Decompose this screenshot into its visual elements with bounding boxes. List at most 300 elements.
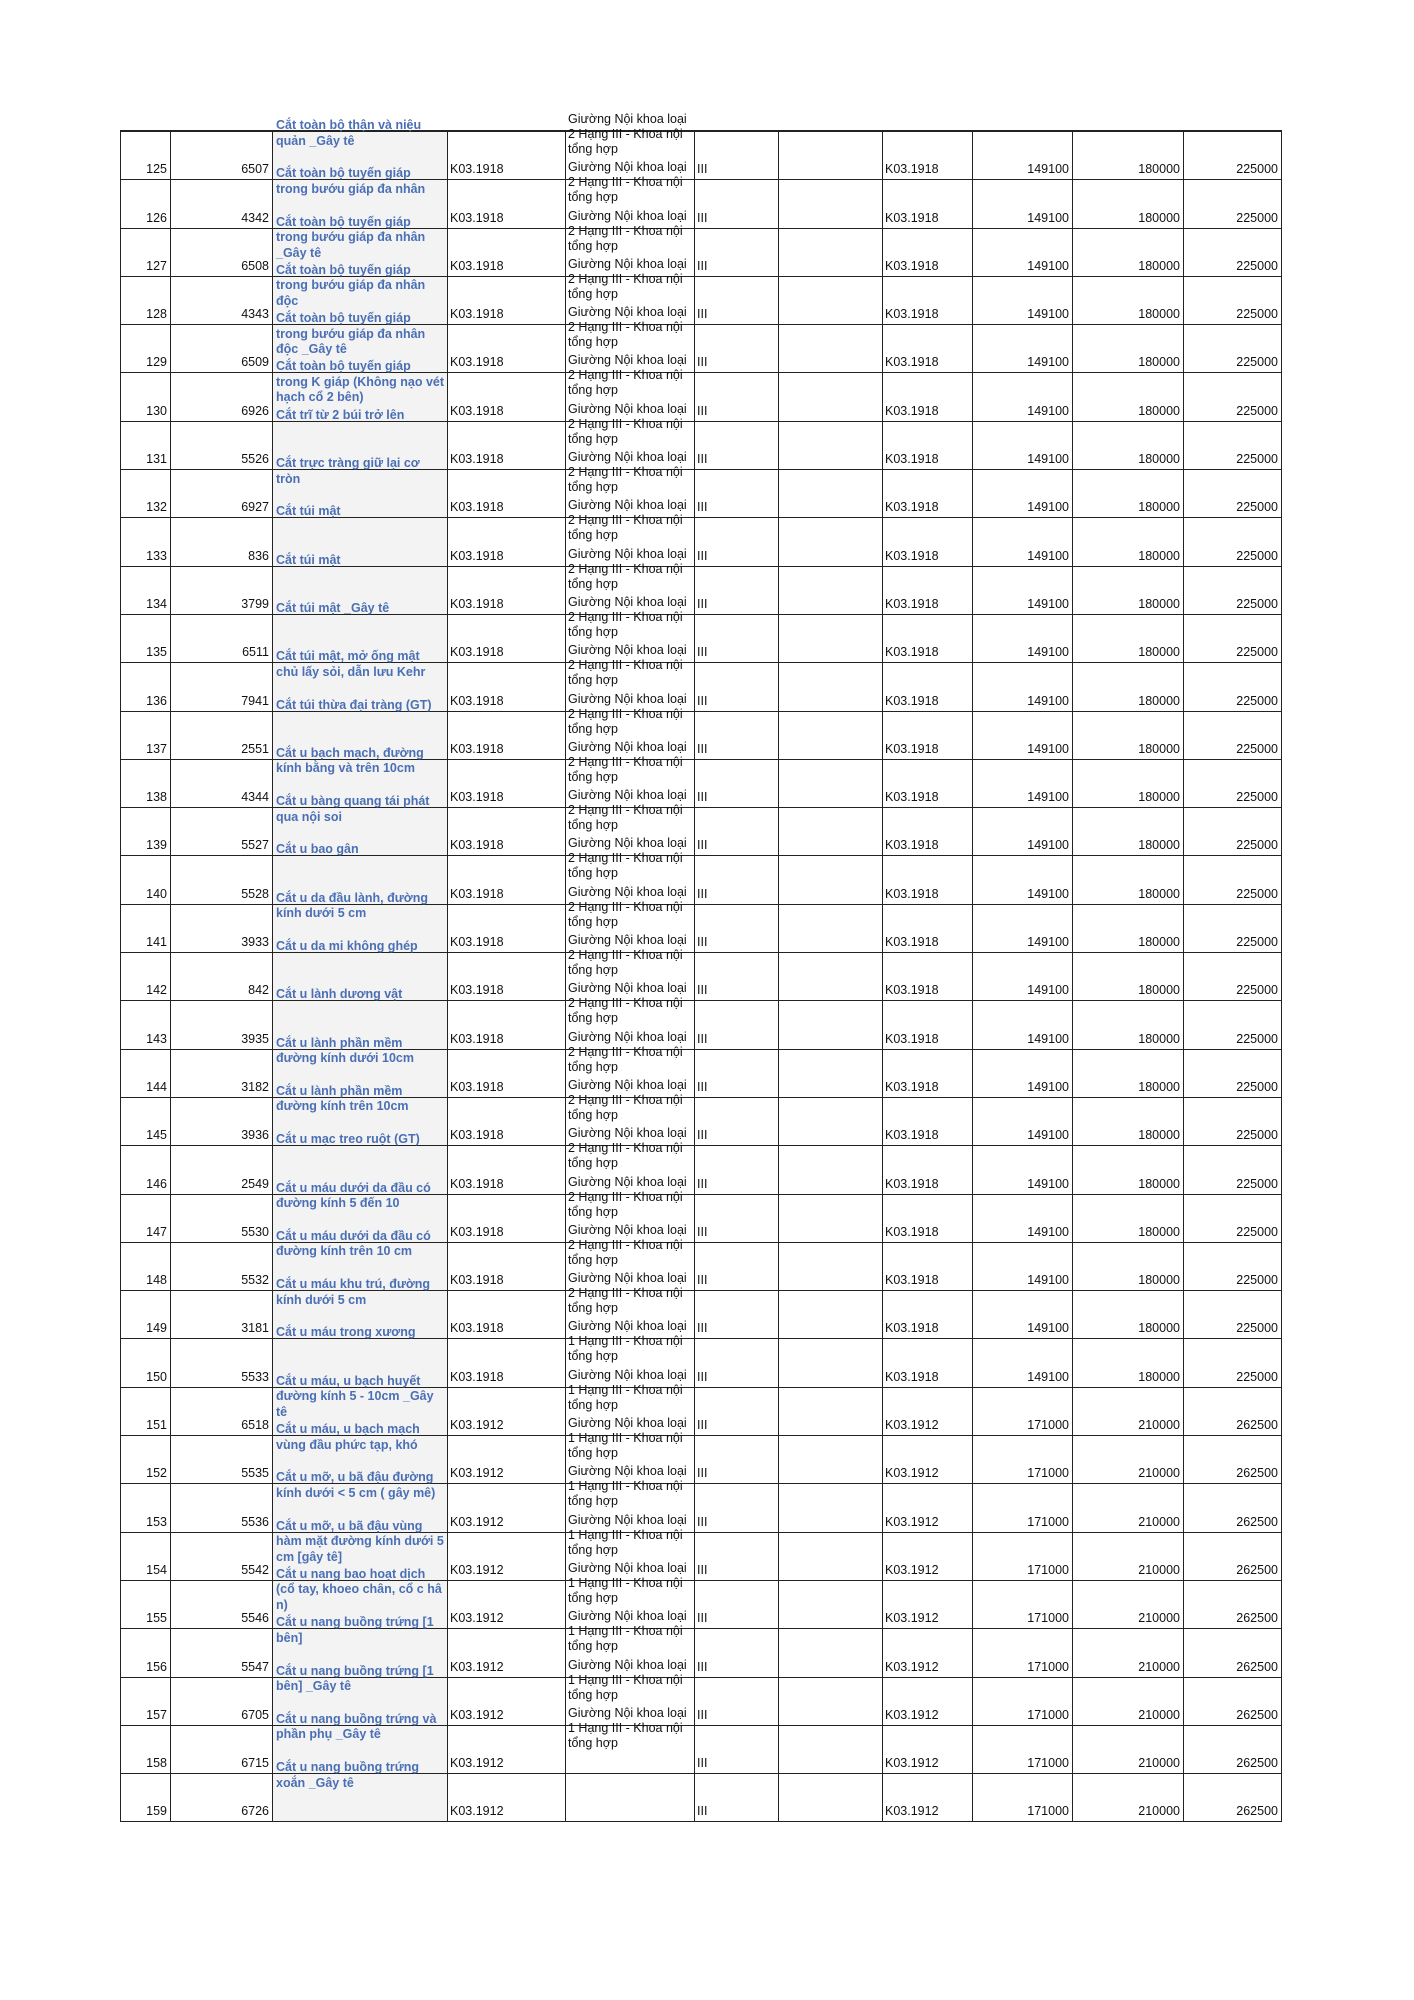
service-code: 6715 — [241, 1756, 269, 1771]
price-1: 149100 — [1027, 935, 1069, 950]
bed-code: K03.1912 — [450, 1418, 504, 1433]
hospital-level-cell — [695, 1001, 779, 1048]
price-2: 180000 — [1138, 983, 1180, 998]
empty-cell-cell — [779, 856, 883, 903]
bed-code-cell — [448, 567, 566, 614]
price-1: 149100 — [1027, 1128, 1069, 1143]
hospital-level-cell — [695, 1098, 779, 1145]
bed-code: K03.1918 — [450, 935, 504, 950]
empty-cell-cell — [779, 1339, 883, 1386]
service-code-cell — [171, 663, 273, 710]
price-1: 149100 — [1027, 1369, 1069, 1384]
row-number-cell — [121, 615, 171, 662]
service-code: 6507 — [241, 162, 269, 177]
service-code: 2549 — [241, 1176, 269, 1191]
empty-cell-cell — [779, 1533, 883, 1580]
service-name: Cắt u nang buồng trứng và phần phụ _Gây tê — [276, 1711, 437, 1742]
bed-code-cell — [448, 1726, 566, 1773]
bed-code-2: K03.1912 — [885, 1707, 939, 1722]
bed-name: Giường Nội khoa loại 2 Hạng III - Khoa nội tổng hợp — [568, 933, 687, 978]
price-1-cell — [973, 470, 1073, 517]
price-1: 149100 — [1027, 307, 1069, 322]
bed-code-2-cell — [883, 229, 973, 276]
service-code-cell — [171, 953, 273, 1000]
price-2: 180000 — [1138, 548, 1180, 563]
hospital-level: III — [697, 983, 708, 998]
price-3-cell — [1184, 180, 1281, 227]
price-2-cell — [1073, 953, 1184, 1000]
price-1-cell — [973, 1001, 1073, 1048]
price-2: 180000 — [1138, 1224, 1180, 1239]
service-name: Cắt u nang bao hoạt dịch (cổ tay, khoeo chân, cổ c hâ n) — [276, 1566, 442, 1612]
row-number: 144 — [146, 1079, 167, 1094]
price-3: 225000 — [1236, 1369, 1278, 1384]
service-name: Cắt túi mật — [276, 552, 341, 567]
price-2-cell — [1073, 1774, 1184, 1821]
price-2: 180000 — [1138, 210, 1180, 225]
price-1: 171000 — [1027, 1707, 1069, 1722]
price-2-cell — [1073, 905, 1184, 952]
price-1-cell — [973, 422, 1073, 469]
row-number: 137 — [146, 741, 167, 756]
hospital-level: III — [697, 1466, 708, 1481]
bed-code-2: K03.1918 — [885, 452, 939, 467]
service-code: 4343 — [241, 307, 269, 322]
empty-cell-cell — [779, 1001, 883, 1048]
service-name: Cắt u máu khu trú, đường kính dưới 5 cm — [276, 1277, 431, 1307]
bed-code-2-cell — [883, 373, 973, 420]
service-name: Cắt u máu dưới da đầu có đường kính trên 10 cm — [276, 1228, 431, 1259]
price-3: 262500 — [1236, 1659, 1278, 1674]
price-2-cell — [1073, 1098, 1184, 1145]
price-2: 180000 — [1138, 1128, 1180, 1143]
hospital-level: III — [697, 1369, 708, 1384]
bed-code-cell — [448, 373, 566, 420]
service-code: 7941 — [241, 693, 269, 708]
price-1: 149100 — [1027, 1079, 1069, 1094]
bed-code-2-cell — [883, 663, 973, 710]
hospital-level: III — [697, 403, 708, 418]
price-3: 225000 — [1236, 838, 1278, 853]
price-1: 149100 — [1027, 1031, 1069, 1046]
price-3: 225000 — [1236, 1079, 1278, 1094]
row-number: 147 — [146, 1224, 167, 1239]
price-3-cell — [1184, 132, 1281, 179]
row-number-cell — [121, 1243, 171, 1290]
bed-code-2-cell — [883, 1001, 973, 1048]
price-1: 149100 — [1027, 162, 1069, 177]
hospital-level-cell — [695, 808, 779, 855]
bed-name: Giường Nội khoa loại 2 Hạng III - Khoa nội tổng hợp — [568, 1222, 687, 1267]
empty-cell-cell — [779, 1774, 883, 1821]
row-number: 159 — [146, 1804, 167, 1819]
price-3: 225000 — [1236, 1176, 1278, 1191]
bed-code: K03.1912 — [450, 1466, 504, 1481]
bed-name: Giường Nội khoa loại 1 Hạng III - Khoa nội tổng hợp — [568, 1560, 687, 1605]
service-name: Cắt u da đầu lành, đường kính dưới 5 cm — [276, 890, 428, 921]
service-code-cell — [171, 229, 273, 276]
row-number-cell — [121, 180, 171, 227]
price-1: 149100 — [1027, 983, 1069, 998]
bed-code-cell — [448, 1146, 566, 1193]
price-3: 225000 — [1236, 210, 1278, 225]
empty-cell-cell — [779, 905, 883, 952]
price-1: 171000 — [1027, 1756, 1069, 1771]
bed-code: K03.1912 — [450, 1707, 504, 1722]
price-3-cell — [1184, 1195, 1281, 1242]
bed-code-2: K03.1918 — [885, 886, 939, 901]
hospital-level: III — [697, 1804, 708, 1819]
price-2: 180000 — [1138, 307, 1180, 322]
row-number-cell — [121, 808, 171, 855]
service-name: Cắt túi mật — [276, 504, 341, 519]
empty-cell-cell — [779, 1388, 883, 1435]
bed-code-2: K03.1918 — [885, 741, 939, 756]
empty-cell-cell — [779, 1243, 883, 1290]
price-1: 171000 — [1027, 1514, 1069, 1529]
price-2: 180000 — [1138, 1079, 1180, 1094]
price-3: 225000 — [1236, 1031, 1278, 1046]
price-3-cell — [1184, 1533, 1281, 1580]
hospital-level-cell — [695, 615, 779, 662]
price-2: 180000 — [1138, 693, 1180, 708]
price-3: 225000 — [1236, 693, 1278, 708]
price-3-cell — [1184, 277, 1281, 324]
service-code-cell — [171, 518, 273, 565]
row-number: 155 — [146, 1611, 167, 1626]
service-code: 3935 — [241, 1031, 269, 1046]
price-1: 149100 — [1027, 693, 1069, 708]
price-3: 262500 — [1236, 1514, 1278, 1529]
service-code-cell — [171, 1098, 273, 1145]
bed-code-cell — [448, 1001, 566, 1048]
price-3: 225000 — [1236, 1321, 1278, 1336]
bed-code-2-cell — [883, 1098, 973, 1145]
price-3-cell — [1184, 1726, 1281, 1773]
empty-cell-cell — [779, 567, 883, 614]
empty-cell-cell — [779, 229, 883, 276]
hospital-level-cell — [695, 1195, 779, 1242]
bed-code-2-cell — [883, 760, 973, 807]
service-name: Cắt u mỡ, u bã đậu vùng hàm mặt đường kính dưới 5 cm [gây tê] — [276, 1518, 444, 1564]
service-code: 5533 — [241, 1369, 269, 1384]
bed-name: Giường Nội khoa loại 2 Hạng III - Khoa nội tổng hợp — [568, 788, 687, 833]
price-2: 180000 — [1138, 1176, 1180, 1191]
service-code-cell — [171, 567, 273, 614]
bed-code: K03.1918 — [450, 307, 504, 322]
service-code-cell — [171, 1195, 273, 1242]
price-2-cell — [1073, 422, 1184, 469]
row-number: 145 — [146, 1128, 167, 1143]
row-number: 134 — [146, 596, 167, 611]
price-2: 180000 — [1138, 162, 1180, 177]
row-number-cell — [121, 373, 171, 420]
price-1-cell — [973, 1243, 1073, 1290]
price-2: 210000 — [1138, 1707, 1180, 1722]
bed-code-2-cell — [883, 567, 973, 614]
hospital-level-cell — [695, 132, 779, 179]
bed-name: Giường Nội khoa loại 2 Hạng III - Khoa nội tổng hợp — [568, 1271, 687, 1316]
price-3-cell — [1184, 663, 1281, 710]
price-2: 210000 — [1138, 1659, 1180, 1674]
bed-code-cell — [448, 856, 566, 903]
price-2: 180000 — [1138, 1321, 1180, 1336]
hospital-level: III — [697, 596, 708, 611]
service-code: 6726 — [241, 1804, 269, 1819]
hospital-level-cell — [695, 1050, 779, 1097]
bed-name: Giường Nội khoa loại 1 Hạng III - Khoa nội tổng hợp — [568, 1657, 687, 1702]
hospital-level-cell — [695, 1484, 779, 1531]
bed-name: Giường Nội khoa loại 2 Hạng III - Khoa nội tổng hợp — [568, 498, 687, 543]
price-3: 262500 — [1236, 1562, 1278, 1577]
price-2-cell — [1073, 1581, 1184, 1628]
price-3: 225000 — [1236, 548, 1278, 563]
price-2-cell — [1073, 1146, 1184, 1193]
hospital-level-cell — [695, 277, 779, 324]
bed-code-cell — [448, 663, 566, 710]
price-3-cell — [1184, 518, 1281, 565]
price-1: 149100 — [1027, 1273, 1069, 1288]
service-code: 5528 — [241, 886, 269, 901]
hospital-level: III — [697, 1756, 708, 1771]
bed-code-2-cell — [883, 856, 973, 903]
bed-code: K03.1912 — [450, 1611, 504, 1626]
bed-code-cell — [448, 1774, 566, 1821]
price-2-cell — [1073, 760, 1184, 807]
row-number-cell — [121, 1146, 171, 1193]
hospital-level: III — [697, 452, 708, 467]
price-1: 149100 — [1027, 1321, 1069, 1336]
bed-code-cell — [448, 229, 566, 276]
service-name: Cắt túi thừa đại tràng (GT) — [276, 697, 432, 712]
row-number: 149 — [146, 1321, 167, 1336]
row-number-cell — [121, 1774, 171, 1821]
price-3-cell — [1184, 856, 1281, 903]
hospital-level-cell — [695, 1581, 779, 1628]
bed-code-2: K03.1918 — [885, 1321, 939, 1336]
service-name: Cắt u lành phần mềm đường kính trên 10cm — [276, 1083, 409, 1114]
price-3-cell — [1184, 229, 1281, 276]
row-number: 128 — [146, 307, 167, 322]
bed-code-2-cell — [883, 422, 973, 469]
row-number-cell — [121, 229, 171, 276]
price-2-cell — [1073, 229, 1184, 276]
bed-name: Giường Nội khoa loại 2 Hạng III - Khoa nội tổng hợp — [568, 160, 687, 205]
row-number-cell — [121, 1291, 171, 1338]
service-name: Cắt u máu, u bạch mạch vùng đầu phức tạp, khó — [276, 1422, 420, 1452]
bed-code-2: K03.1918 — [885, 596, 939, 611]
hospital-level: III — [697, 1659, 708, 1674]
price-3-cell — [1184, 1050, 1281, 1097]
price-2-cell — [1073, 518, 1184, 565]
bed-code-2: K03.1918 — [885, 693, 939, 708]
bed-code-2-cell — [883, 1533, 973, 1580]
row-number: 151 — [146, 1418, 167, 1433]
row-number-cell — [121, 856, 171, 903]
service-code-cell — [171, 1001, 273, 1048]
price-2: 210000 — [1138, 1611, 1180, 1626]
price-2-cell — [1073, 325, 1184, 372]
hospital-level-cell — [695, 1436, 779, 1483]
row-number-cell — [121, 1388, 171, 1435]
row-number-cell — [121, 132, 171, 179]
hospital-level-cell — [695, 1629, 779, 1676]
hospital-level: III — [697, 838, 708, 853]
price-3: 225000 — [1236, 1273, 1278, 1288]
price-1: 149100 — [1027, 210, 1069, 225]
bed-name: Giường Nội khoa loại 2 Hạng III - Khoa nội tổng hợp — [568, 305, 687, 350]
service-name: Cắt u bàng quang tái phát qua nội soi — [276, 794, 430, 824]
price-3: 225000 — [1236, 307, 1278, 322]
price-2-cell — [1073, 1339, 1184, 1386]
price-2-cell — [1073, 470, 1184, 517]
price-3: 225000 — [1236, 258, 1278, 273]
bed-code-2: K03.1918 — [885, 548, 939, 563]
bed-name: Giường Nội khoa loại 2 Hạng III - Khoa nội tổng hợp — [568, 208, 687, 253]
price-1: 149100 — [1027, 596, 1069, 611]
hospital-level: III — [697, 1418, 708, 1433]
service-code: 6508 — [241, 258, 269, 273]
bed-code-2: K03.1918 — [885, 1176, 939, 1191]
hospital-level: III — [697, 1079, 708, 1094]
service-name-cell — [273, 1760, 448, 1821]
row-number: 141 — [146, 935, 167, 950]
bed-code-cell — [448, 277, 566, 324]
price-2: 180000 — [1138, 935, 1180, 950]
price-2-cell — [1073, 1001, 1184, 1048]
bed-code-2-cell — [883, 180, 973, 227]
price-2-cell — [1073, 1291, 1184, 1338]
row-number: 148 — [146, 1273, 167, 1288]
service-code: 3182 — [241, 1079, 269, 1094]
hospital-level-cell — [695, 422, 779, 469]
bed-name: Giường Nội khoa loại 2 Hạng III - Khoa nội tổng hợp — [568, 691, 687, 736]
row-number: 150 — [146, 1369, 167, 1384]
hospital-level: III — [697, 1176, 708, 1191]
hospital-level: III — [697, 790, 708, 805]
price-2: 180000 — [1138, 645, 1180, 660]
bed-code-2-cell — [883, 1678, 973, 1725]
row-number: 157 — [146, 1707, 167, 1722]
bed-code-2-cell — [883, 953, 973, 1000]
price-3-cell — [1184, 1581, 1281, 1628]
price-2-cell — [1073, 1484, 1184, 1531]
bed-name: Giường Nội khoa loại 2 Hạng III - Khoa nội tổng hợp — [568, 1126, 687, 1171]
empty-cell-cell — [779, 1629, 883, 1676]
bed-name: Giường Nội khoa loại 2 Hạng III - Khoa nội tổng hợp — [568, 1077, 687, 1122]
bed-name: Giường Nội khoa loại 2 Hạng III - Khoa nội tổng hợp — [568, 643, 687, 688]
hospital-level-cell — [695, 1726, 779, 1773]
row-number: 153 — [146, 1514, 167, 1529]
hospital-level-cell — [695, 905, 779, 952]
price-3: 262500 — [1236, 1804, 1278, 1819]
row-number: 152 — [146, 1466, 167, 1481]
hospital-level-cell — [695, 470, 779, 517]
hospital-level-cell — [695, 1533, 779, 1580]
hospital-level-cell — [695, 518, 779, 565]
service-code: 6705 — [241, 1707, 269, 1722]
price-2: 180000 — [1138, 403, 1180, 418]
row-number-cell — [121, 1339, 171, 1386]
price-1-cell — [973, 1050, 1073, 1097]
price-1-cell — [973, 229, 1073, 276]
price-1-cell — [973, 1339, 1073, 1386]
price-2-cell — [1073, 1195, 1184, 1242]
service-code-cell — [171, 1436, 273, 1483]
price-3-cell — [1184, 325, 1281, 372]
price-3-cell — [1184, 1678, 1281, 1725]
hospital-level: III — [697, 162, 708, 177]
bed-code-cell — [448, 953, 566, 1000]
service-code: 842 — [248, 983, 269, 998]
service-code-cell — [171, 1243, 273, 1290]
price-1-cell — [973, 663, 1073, 710]
hospital-level: III — [697, 1514, 708, 1529]
price-3: 225000 — [1236, 790, 1278, 805]
bed-code-2-cell — [883, 1484, 973, 1531]
price-2-cell — [1073, 1533, 1184, 1580]
empty-cell-cell — [779, 712, 883, 759]
row-number-cell — [121, 1436, 171, 1483]
service-name: Cắt u máu, u bạch huyết đường kính 5 - 10cm _Gây tê — [276, 1373, 434, 1419]
service-name: Cắt u bao gân — [276, 842, 359, 857]
price-2: 210000 — [1138, 1562, 1180, 1577]
price-1-cell — [973, 760, 1073, 807]
service-code-cell — [171, 712, 273, 759]
bed-code-cell — [448, 1195, 566, 1242]
empty-cell-cell — [779, 1581, 883, 1628]
bed-code-cell — [448, 1291, 566, 1338]
bed-code: K03.1918 — [450, 548, 504, 563]
price-2: 180000 — [1138, 355, 1180, 370]
hospital-level-cell — [695, 856, 779, 903]
service-name: Cắt u da mi không ghép — [276, 939, 418, 954]
empty-cell-cell — [779, 760, 883, 807]
bed-code-2-cell — [883, 1436, 973, 1483]
service-code-cell — [171, 1291, 273, 1338]
bed-name: Giường Nội khoa loại 2 Hạng III - Khoa nội tổng hợp — [568, 1029, 687, 1074]
bed-code-2-cell — [883, 325, 973, 372]
price-1: 171000 — [1027, 1804, 1069, 1819]
price-3-cell — [1184, 422, 1281, 469]
bed-name: Giường Nội khoa loại 1 Hạng III - Khoa nội tổng hợp — [568, 1319, 687, 1364]
service-code-cell — [171, 905, 273, 952]
service-code: 6518 — [241, 1418, 269, 1433]
bed-code-2-cell — [883, 1291, 973, 1338]
bed-code: K03.1918 — [450, 1369, 504, 1384]
price-3: 262500 — [1236, 1611, 1278, 1626]
bed-name: Giường Nội khoa loại 1 Hạng III - Khoa nội tổng hợp — [568, 1512, 687, 1557]
row-number-cell — [121, 712, 171, 759]
bed-name: Giường Nội khoa loại 1 Hạng III - Khoa nội tổng hợp — [568, 1464, 687, 1509]
row-number-cell — [121, 470, 171, 517]
hospital-level: III — [697, 307, 708, 322]
price-3: 225000 — [1236, 1128, 1278, 1143]
price-3-cell — [1184, 615, 1281, 662]
price-2: 180000 — [1138, 596, 1180, 611]
price-2-cell — [1073, 1436, 1184, 1483]
price-3-cell — [1184, 567, 1281, 614]
price-1: 149100 — [1027, 838, 1069, 853]
price-1: 149100 — [1027, 548, 1069, 563]
bed-code: K03.1918 — [450, 741, 504, 756]
service-name: Cắt u lành dương vật — [276, 987, 403, 1002]
price-1: 171000 — [1027, 1418, 1069, 1433]
service-code-cell — [171, 422, 273, 469]
price-3: 262500 — [1236, 1418, 1278, 1433]
bed-code-2-cell — [883, 1774, 973, 1821]
empty-cell-cell — [779, 1484, 883, 1531]
